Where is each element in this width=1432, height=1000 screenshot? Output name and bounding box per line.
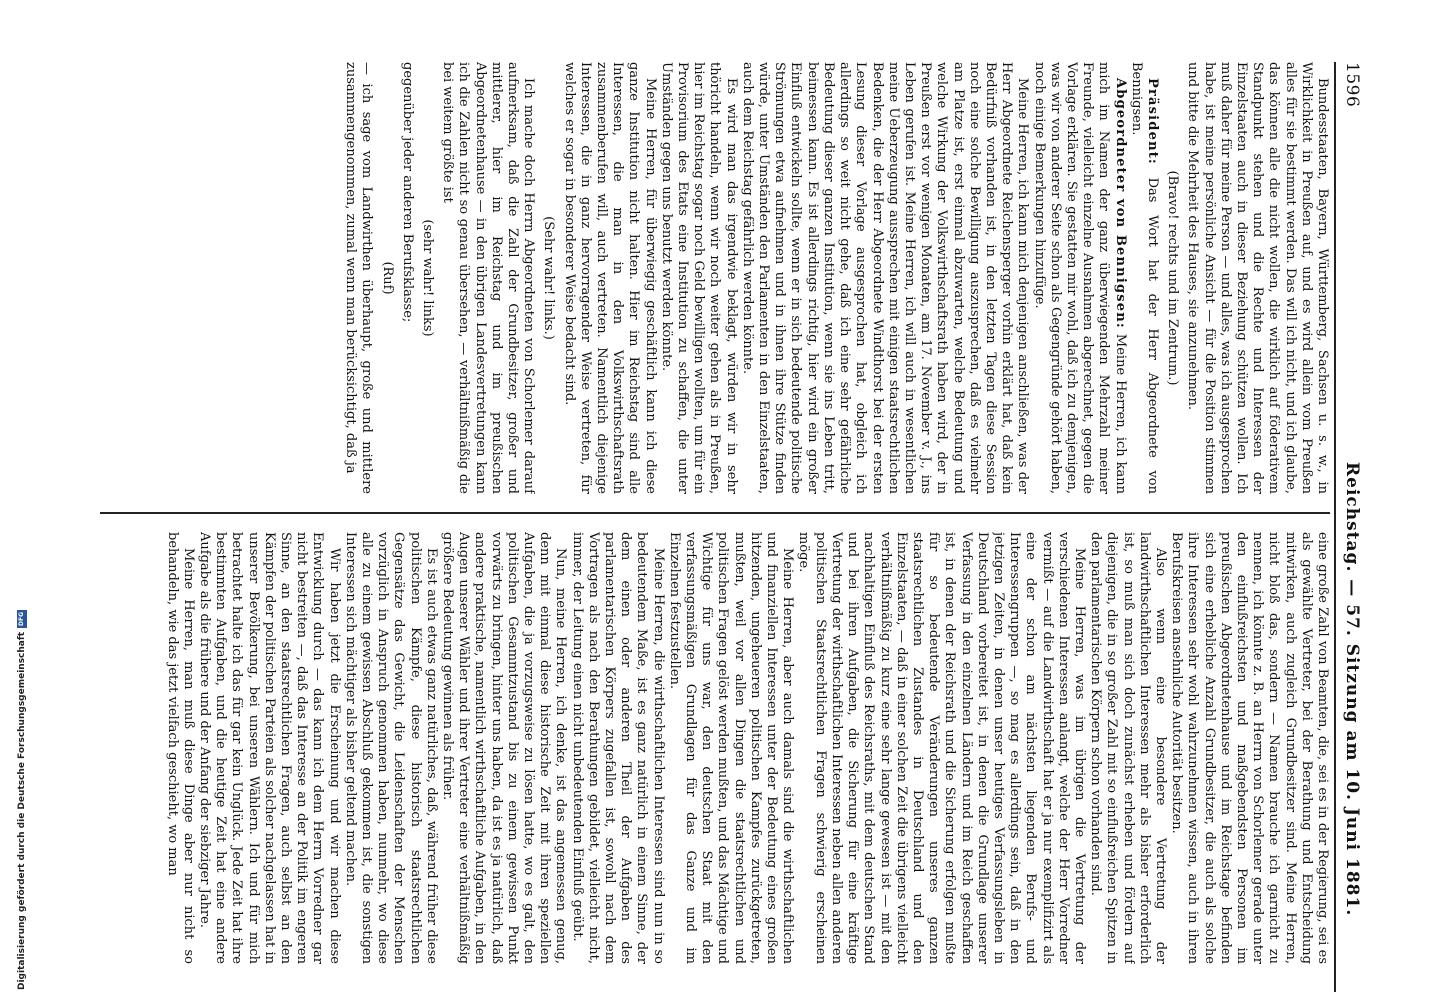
column-divider [100, 512, 1330, 514]
paragraph: Meine Herren, ich kann mich denjenigen anschließen, was der Herr Abgeordnete Reichensperger vorhin erklärt hat, daß kein Bedürfniß vorhanden ist, in den letzten Tagen diese Session noch eine solche Bewilligung auszusprechen, daß es vielmehr am Platze ist, erst einmal abzuwarten, welche Bedeutung und welche Wirkung der Volkswirthschaftsrath haben wird, der in Preußen erst vor wenigen Monaten, am 17. November v. J., ins Leben gerufen ist. Meine Herren, ich will auch in wesentlichen meine Ueberzeugung aussprechen mit einigen staatsrechtlichen Bedenken, die der Herr Abgeordnete Windthorst bei der ersten Lesung dieser Vorlage ausgesprochen hat, obgleich ich allerdings so weit nicht gehe, daß ich eine sehr gefährliche Bedeutung dieser ganzen Institution, wenn sie ins Leben tritt, beimessen kann. Es ist allerdings richtig, hier wird ein großer Einfluß entwickeln sollte, wenn er in sich bedeutende politische Strömungen etwa aufnehmen und in ihnen ihre Stütze finden würde, unter Umständen den Parlamenten in den Einzelstaaten, auch dem Reichstag gefährlich werden könnte. [739, 62, 1031, 494]
paragraph: Es wird man das irgendwie beklagt, würden wir in sehr thöricht handeln, wenn wir noch weiter gehen als in Preußen, hier im Reichstag sogar noch Geld bewilligen wollten, um für ein Provisorium des Etats eine Institution zu schaffen, die unter Umständen gegen uns benutzt werden könnte. [658, 62, 739, 494]
paragraph: — ich sage vom Landwirthen überhaupt, große und mittlere zusammengenommen, zumal wenn man berücksichtigt, daß ja [343, 62, 375, 494]
paragraph [1030, 62, 1127, 494]
paragraph: Meine Herren, man muß diese Dinge aber nur nicht so behandeln, wie das jetzt vielfach geschieht, wo man [164, 532, 196, 964]
paragraph: Wir haben jetzt die Erscheinung und wir machen diese Entwicklung durch — das kann ich dem Herrn Vorredner gar nicht bestreiten —, daß das Interesse an der Politik im engeren Sinne, an den staatsrechtlichen Fragen, auch selbst an den Kämpfen der politischen Parteien als solcher nachgelassen hat in unserer Bevölkerung, bei unseren Wählern. Ich und für mich betrachtet halte ich das für gar kein Unglück. Jede Zeit hat ihre bestimmten Aufgaben, und die heutige Zeit hat eine andere Aufgabe als die frühere und der Anfang der siebziger Jahre. [196, 532, 342, 964]
paragraph: Nun, meine Herren, ich denke, ist das angemessen genug, denn mit einmal diese historische Zeit mit ihren speziellen Aufgaben, die ja vorzugsweise zu lösen hatte, wo es galt, den politischen Gesammtzustand bis zu einem gewissen Punkt vorwärts zu bringen, hinter uns haben, da ist es ja natürlich, daß andere praktische, namentlich wirthschaftliche Aufgaben, in den Augen unserer Wähler und ihrer Vertreter eine verhältnißmäßig größere Bedeutung gewinnen als früher. [440, 532, 569, 964]
interjection: (Ruf) [379, 261, 395, 295]
paragraph [1128, 62, 1160, 494]
running-title: Reichstag. — 57. Sitzung am 10. Juni 1881. [1342, 462, 1362, 917]
paragraph: Also wenn eine besondere Vertretung der landwirthschaftlichen Interessen mehr als bisher erforderlich ist, so muß man sich doch zunächst erheben und fördern auf diejenigen, die in so großer Zahl mit so einflußreichen Spitzen in den parlamentarischen Körpern schon vorhanden sind. [1088, 532, 1168, 964]
paragraph: Bundesstaaten, Bayern, Württemberg, Sachsen u. s. w., in Wirklichkeit in Preußen auf, und es wird allein vom Preußen alles für sie bestimmt werden. Das will ich nicht, und ich glaube, das können alle die nicht wollen, die wirklich auf föderativem Standpunkt stehen und die Rechte und Interessen der Einzelstaaten auch in dieser Beziehung schützen wollen. Ich muß daher für meine Person — und alles, was ich ausgesprochen habe, ist meine persönliche Ansicht — für die Position stimmen und bitte die Mehrheit des Hauses, sie anzunehmen. [1185, 62, 1330, 494]
interjection: (Bravo! rechts und im Zentrum.) [1165, 170, 1181, 386]
header-rule [1334, 62, 1336, 992]
left-column [100, 62, 1330, 494]
paragraph: Meine Herren, die wirthschaftlichen Interessen sind nun in so bedeutendem Maße, ist es ganz natürlich in einem Sinne, der dem einen oder anderen Theil der Aufgaben des parlamentarischen Körpers zugefallen ist, sowohl nach dem Vortragen als nach den Berathungen gebildet, vielleicht nicht, immer, der Leitung einen nicht unbedeutenden Einfluß geübt. [569, 532, 666, 964]
document-page [96, 62, 1366, 992]
interjection: (Sehr wahr! links.) [541, 216, 557, 340]
dfg-logo-icon: DFG [18, 611, 25, 626]
right-column [100, 532, 1330, 964]
digitization-credit [14, 40, 30, 990]
speaker-name: Abgeordneter von Bennigsen: [1112, 78, 1128, 329]
paragraph: gegenüber jeder anderen Berufsklasse; [399, 62, 415, 323]
paragraph-text: Das Wort hat der Herr Abgeordnete von Bennigsen. [1128, 62, 1160, 494]
paragraph: eine große Zahl von Beamten, die, sei es in der Regierung, sei es als gewählte Vertreter, bei der Berathung und Entscheidung mitwirken, auch zugleich Grundbesitzer sind. Meine Herren, nicht bloß das, sondern — Namen brauche ich garnicht zu nennen, ich könnte z. B. an Herrn von Schorlemer gerade unter den einflußreichsten und maßgebendsten Personen im preußischen Abgeordnetenhause und im Reichstage befinden sich eine erhebliche Anzahl Grundbesitzer, die auch als solche ihre Interessen sehr wohl wahrzunehmen wissen, auch in ihren Berufskreisen ansehnliche Autorität besitzen. [1169, 532, 1330, 964]
paragraph: Meine Herren, aber auch damals sind die wirthschaftlichen und finanziellen Interessen unter der Bedeutung eines großen hitzenden, ungeheueren politischen Kampfes zurückgetreten, mußten, weil vor allen Dingen die staatsrechtlichen und politischen Fragen gelöst werden mußten, und das Mächtige und Wichtige für uns war, den deutschen Staat mit den verfassungsmäßigen Grundlagen für das Ganze und im Einzelnen festzustellen. [666, 532, 796, 964]
page-number: 1596 [1342, 62, 1362, 108]
interjection: (sehr wahr! links) [420, 219, 436, 337]
paragraph: Meine Herren, für überwiegig geschäftlich kann ich diese ganze Institution nicht halten. Hier im Reichstag sind alle Interessen, die man in den Volkswirthschaftsrath zusammenberufen will, auch vertreten. Namentlich diejenige Interessen, die in ganz hervorragender Weise vertreten, für welches er sogar in besonderer Weise bedacht sind. [561, 62, 658, 494]
page-header [1336, 62, 1366, 992]
paragraph: Es ist auch etwas ganz natürliches, daß, während früher diese politischen Kämpfe, diese historisch staatsrechtlichen Gegensätze das Gewicht, die Leidenschaften der Menschen vorzüglich in Anspruch genommen haben, nunmehr, wo diese alle zu einem gewissen Abschluß gekommen ist, die sonstigen Interessen sich mächtiger als bisher geltend machen. [342, 532, 439, 964]
paragraph: Ich mache doch Herrn Abgeordneten von Schorlemer darauf aufmerksam, daß die Zahl der Grundbesitzer, großer und mittlerer, hier im Reichstag und im preußischen Abgeordnetenhause — in den übrigen Landesvertretungen kann ich die Zahlen nicht so genau übersehen, — verhältnißmäßig die bei weitem größte ist [440, 62, 537, 494]
paragraph-text: Meine Herren, ich kann mich im Namen der ganz überwiegenden Mehrzahl meiner Freunde, vielleicht einzelne Ausnahmen abgerechnet, gegen die Vorlage erklären. Sie gestatten mir wohl, daß ich zu demjenigen, was wir von anderer Seite schon als Gegengründe gehört haben, noch einige Bemerkungen hinzufüge. [1031, 62, 1128, 494]
credit-text: Digitalisierung gefördert durch die Deutsche Forschungsgemeinschaft [17, 631, 27, 990]
paragraph: Meine Herren, was im übrigen die Vertretung der verschiedenen Interessen anlangt, welche der Herr Vorredner vermißt — auf die Landwirthschaft hat er ja nur exemplifizirt als eine der schon am nächsten liegenden Berufs- und Interessengruppen —, so mag es allerdings sein, daß in den jetzigen Zeiten, in denen unser heutiges Verfassungsleben in Deutschland vorbereitet ist, in denen die Grundlage unserer Verfassung in den einzelnen Ländern und im Reich geschaffen ist, in denen der Reichsrath und die Sicherung erfolgen mußte für so bedeutende Veränderungen unseres ganzen staatsrechtlichen Zustandes in Deutschland und den Einzelstaaten, — daß in einer solchen Zeit die übrigens vielleicht verhältnißmäßig zu kurz eine sehr lange gewesen ist — mit den nachhaltigen Einfluß des Reichsraths, mit dem deutschen Stand und bei ihren Aufgaben, die Sicherung für eine kräftige Vertretung der wirthschaftlichen Interessen neben allen anderen politischen Staatsrechtlichen Fragen schwierig erscheinen möge. [796, 532, 1087, 964]
speaker-name: Präsident: [1144, 78, 1160, 165]
